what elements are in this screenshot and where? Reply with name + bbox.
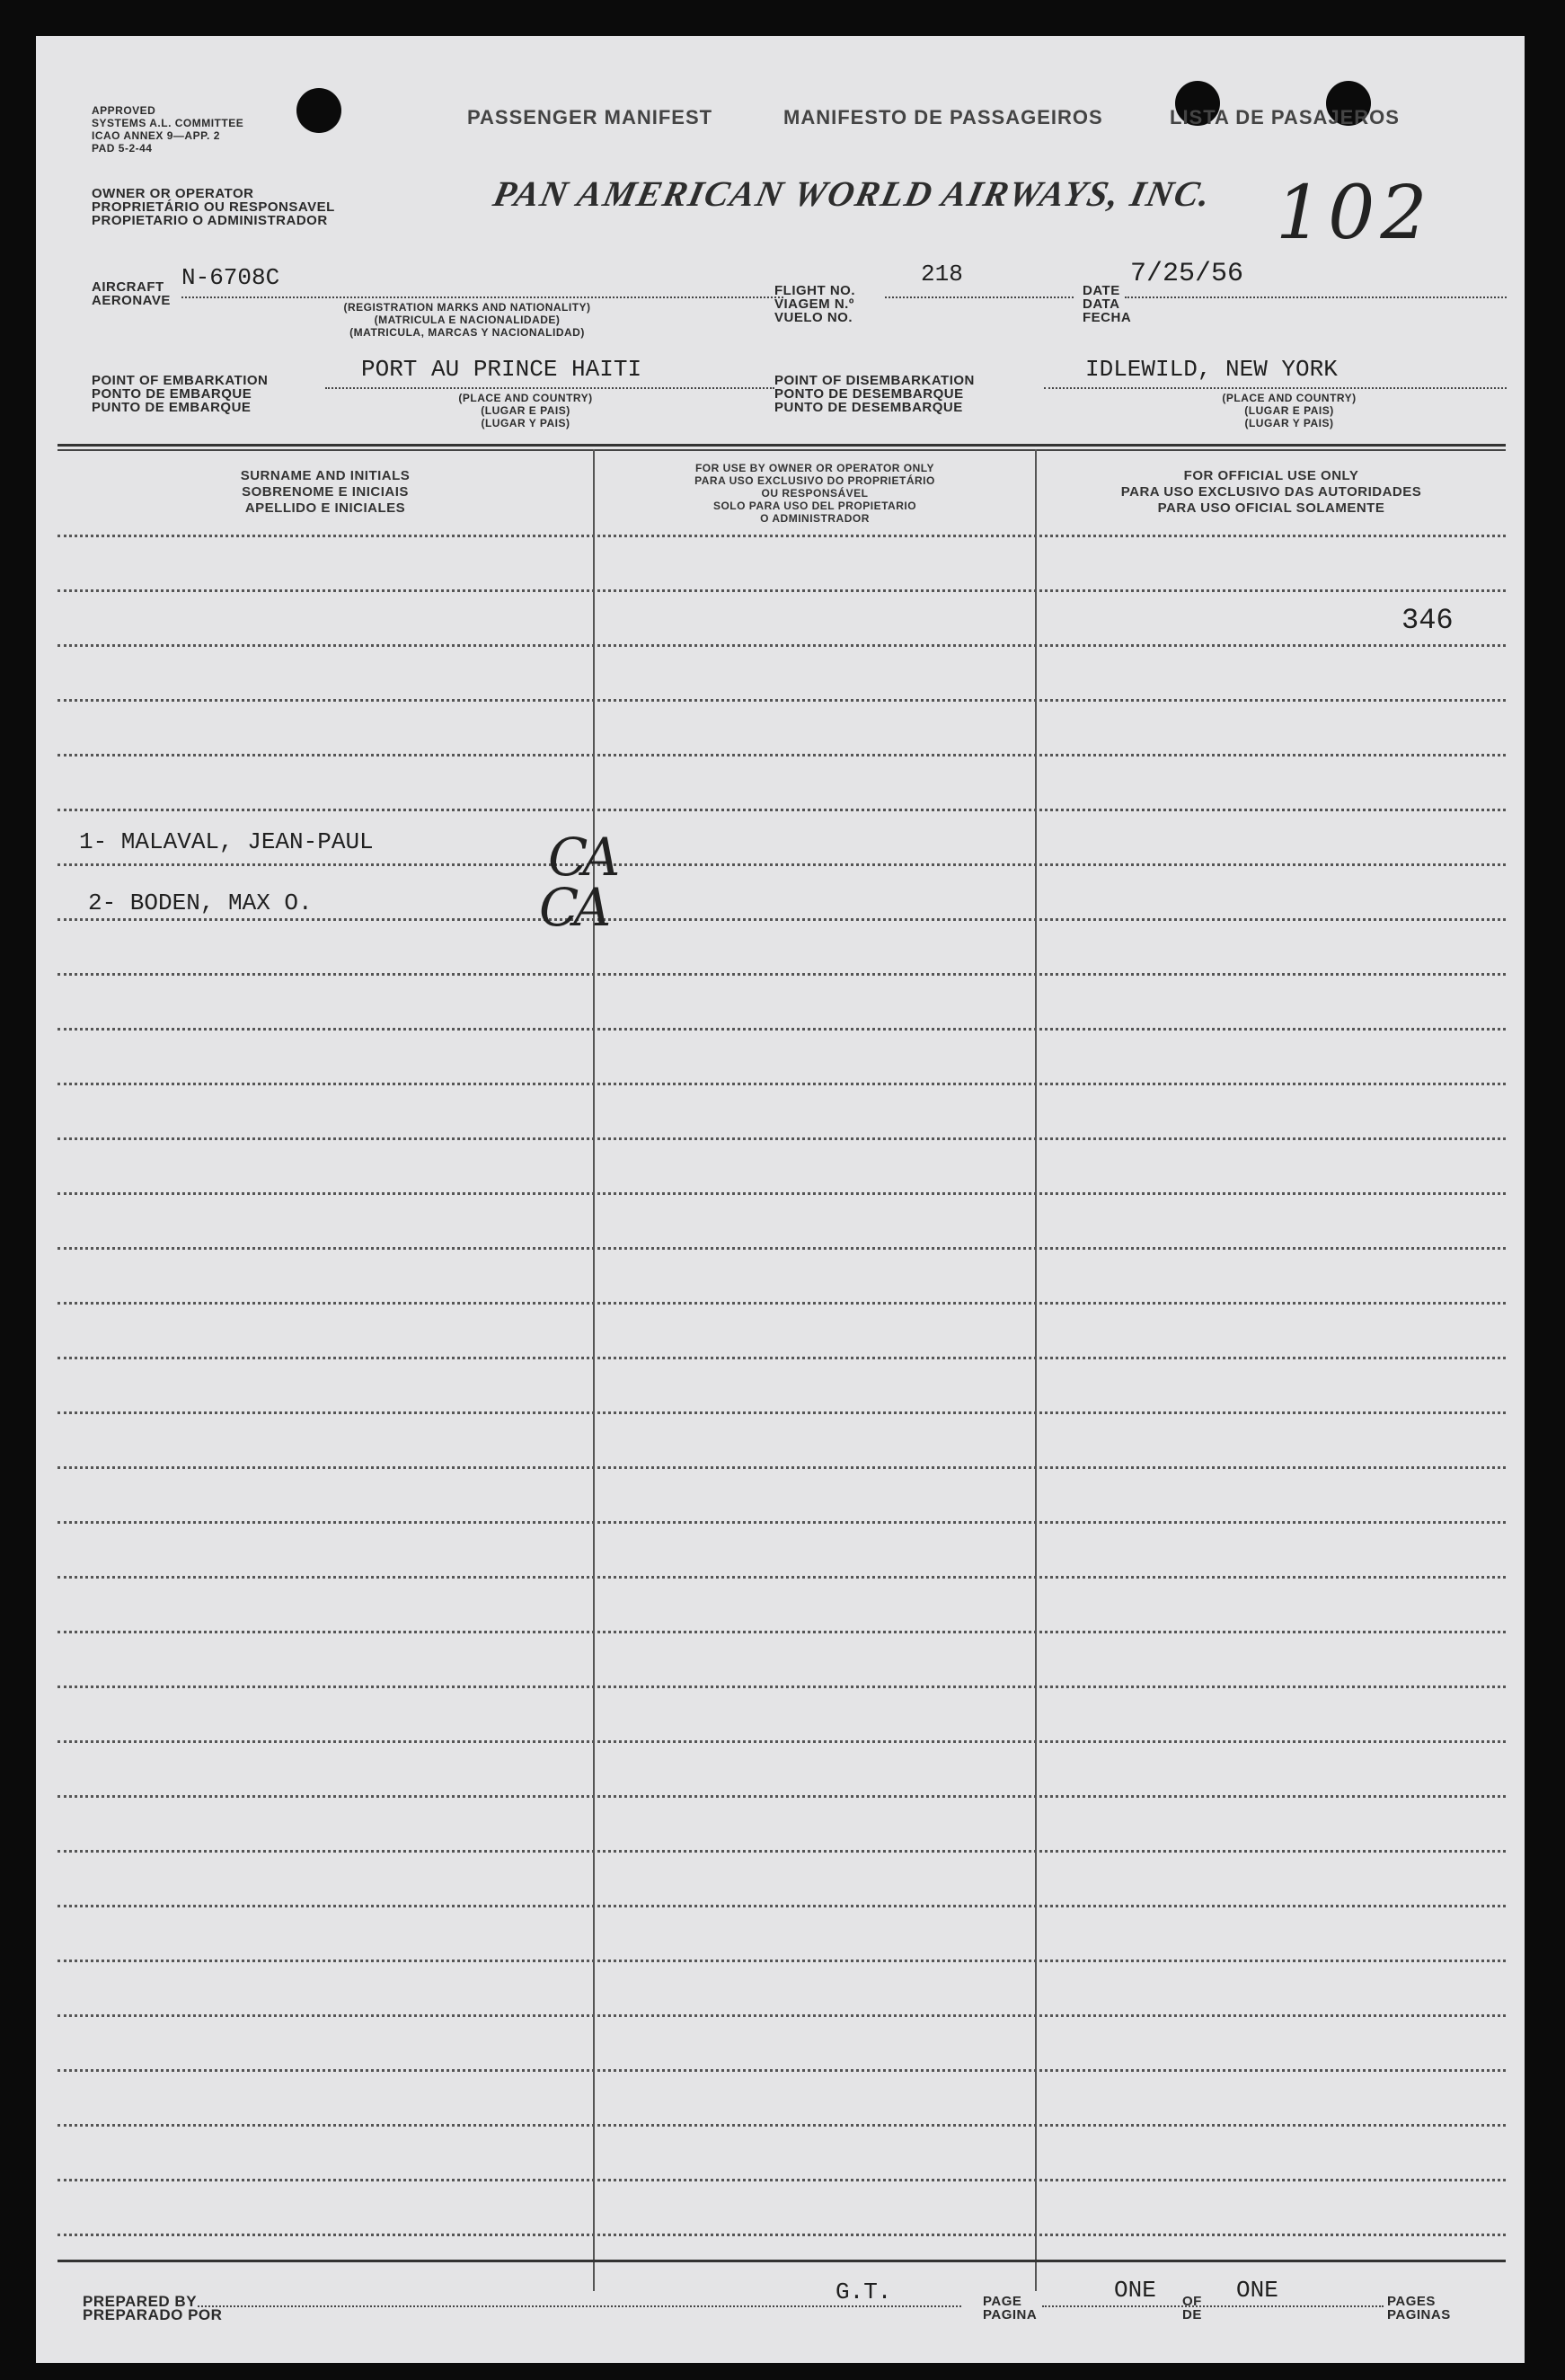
column-header-line: SOLO PARA USO DEL PROPIETARIO <box>712 500 917 512</box>
prepared-label-line: PREPARED BY <box>83 2293 198 2310</box>
approval-line: ICAO ANNEX 9—APP. 2 <box>92 129 220 142</box>
row-rule <box>57 1137 1506 1140</box>
place-sub-line: (PLACE AND COUNTRY) <box>1222 392 1357 404</box>
row-rule <box>57 754 1506 756</box>
title-portuguese: MANIFESTO DE PASSAGEIROS <box>783 106 1103 128</box>
row-rule <box>57 973 1506 976</box>
row-rule <box>57 1795 1506 1798</box>
row-rule <box>57 1083 1506 1085</box>
pages-label-line: PAGES <box>1387 2294 1436 2309</box>
table-bottom-border <box>57 2260 1506 2262</box>
row-rule <box>57 1192 1506 1195</box>
place-sub-line: (PLACE AND COUNTRY) <box>458 392 593 404</box>
column-header-operator <box>595 462 1035 525</box>
pages-label <box>1387 2295 1451 2322</box>
aircraft-label <box>92 280 171 307</box>
aircraft-sub-line: (MATRICULA, MARCAS Y NACIONALIDAD) <box>349 326 585 339</box>
flight-label-line: VUELO NO. <box>774 310 853 325</box>
row-rule <box>57 863 1506 866</box>
aircraft-value: N-6708C <box>181 264 280 291</box>
table-top-border <box>57 444 1506 447</box>
date-label-line: DATE <box>1083 283 1120 298</box>
prepared-by-line <box>198 2305 961 2307</box>
official-number: 346 <box>1401 604 1454 637</box>
flight-label <box>774 284 855 324</box>
disembarkation-label <box>774 374 975 414</box>
column-header-line: SOBRENOME E INICIAIS <box>242 484 409 500</box>
row-rule <box>57 1247 1506 1250</box>
row-rule <box>57 1521 1506 1524</box>
approval-line: PAD 5-2-44 <box>92 142 153 155</box>
embarkation-line <box>325 387 774 389</box>
row-rule <box>57 1357 1506 1359</box>
row-rule <box>57 2069 1506 2072</box>
aircraft-sub-line: (MATRICULA E NACIONALIDADE) <box>374 314 561 326</box>
of-label-line: OF <box>1182 2294 1202 2309</box>
approval-block <box>92 104 243 155</box>
handwritten-annotation: 102 <box>1276 171 1433 256</box>
clearance-mark: CA <box>539 877 606 938</box>
manifest-sheet <box>36 36 1525 2363</box>
title-spanish: LISTA DE PASAJEROS <box>1170 106 1400 128</box>
date-label <box>1083 284 1131 324</box>
pages-value: ONE <box>1236 2277 1278 2304</box>
row-rule <box>57 809 1506 811</box>
column-header-official <box>1037 468 1506 517</box>
prepared-label-line: PREPARADO POR <box>83 2306 223 2323</box>
aircraft-sub-line: (REGISTRATION MARKS AND NATIONALITY) <box>343 301 591 314</box>
flight-label-line: FLIGHT NO. <box>774 283 855 298</box>
column-header-line: SURNAME AND INITIALS <box>240 468 411 483</box>
row-rule <box>57 2014 1506 2017</box>
prepared-by-value: G.T. <box>836 2278 892 2305</box>
date-label-line: DATA <box>1083 296 1120 312</box>
prepared-by-label <box>83 2295 222 2322</box>
place-sub-line: (LUGAR Y PAIS) <box>481 417 570 429</box>
page-label-line: PAGE <box>983 2294 1022 2309</box>
flight-label-line: VIAGEM N.º <box>774 296 854 312</box>
passenger-entry: 2- BODEN, MAX O. <box>88 889 313 916</box>
column-header-line: PARA USO EXCLUSIVO DAS AUTORIDADES <box>1120 484 1422 500</box>
row-rule <box>57 1466 1506 1469</box>
title-english: PASSENGER MANIFEST <box>467 106 713 128</box>
passenger-entry: 1- MALAVAL, JEAN-PAUL <box>79 828 374 855</box>
row-rule <box>57 1740 1506 1743</box>
page-line <box>1042 2305 1384 2307</box>
row-rule <box>57 535 1506 537</box>
embarkation-label-line: PUNTO DE EMBARQUE <box>92 400 252 415</box>
disembarkation-label-line: POINT OF DISEMBARKATION <box>774 373 975 388</box>
disembarkation-sub <box>1177 392 1401 429</box>
punch-hole <box>296 88 341 133</box>
row-rule <box>57 644 1506 647</box>
date-value: 7/25/56 <box>1130 259 1244 289</box>
row-rule <box>57 589 1506 592</box>
row-rule <box>57 2124 1506 2127</box>
date-label-line: FECHA <box>1083 310 1132 325</box>
aircraft-line <box>181 296 783 298</box>
table-top-border <box>57 449 1506 451</box>
row-rule <box>57 1631 1506 1633</box>
page-value: ONE <box>1114 2277 1156 2304</box>
owner-label-line: PROPIETARIO O ADMINISTRADOR <box>92 213 328 228</box>
disembarkation-label-line: PUNTO DE DESEMBARQUE <box>774 400 963 415</box>
embarkation-label <box>92 374 268 414</box>
row-rule <box>57 918 1506 921</box>
aircraft-label-line: AERONAVE <box>92 293 171 308</box>
column-header-line: FOR USE BY OWNER OR OPERATOR ONLY <box>694 462 935 474</box>
page-label-line: PAGINA <box>983 2307 1038 2322</box>
row-rule <box>57 1576 1506 1579</box>
disembarkation-value: IDLEWILD, NEW YORK <box>1085 356 1338 383</box>
row-rule <box>57 699 1506 702</box>
aircraft-sub <box>296 301 638 339</box>
approval-line: SYSTEMS A.L. COMMITTEE <box>92 117 244 129</box>
column-header-line: O ADMINISTRADOR <box>760 512 870 525</box>
row-rule <box>57 1685 1506 1688</box>
embarkation-label-line: PONTO DE EMBARQUE <box>92 386 252 402</box>
row-rule <box>57 1905 1506 1907</box>
column-header-surname <box>57 468 593 517</box>
row-rule <box>57 2179 1506 2181</box>
column-header-line: APELLIDO E INICIALES <box>244 500 406 516</box>
date-line <box>1125 296 1507 298</box>
owner-label-line: PROPRIETÁRIO OU RESPONSAVEL <box>92 199 335 215</box>
row-rule <box>57 1302 1506 1305</box>
flight-line <box>885 296 1074 298</box>
of-label-line: DE <box>1182 2307 1202 2322</box>
column-header-line: FOR OFFICIAL USE ONLY <box>1183 468 1359 483</box>
row-rule <box>57 1028 1506 1031</box>
owner-label-line: OWNER OR OPERATOR <box>92 186 254 201</box>
embarkation-label-line: POINT OF EMBARKATION <box>92 373 269 388</box>
disembarkation-line <box>1044 387 1507 389</box>
row-rule <box>57 1411 1506 1414</box>
pages-label-line: PAGINAS <box>1387 2307 1451 2322</box>
aircraft-label-line: AIRCRAFT <box>92 279 164 295</box>
flight-number: 218 <box>921 261 963 288</box>
embarkation-value: PORT AU PRINCE HAITI <box>361 356 642 383</box>
column-header-line: OU RESPONSÁVEL <box>761 487 869 500</box>
row-rule <box>57 1960 1506 1962</box>
owner-label <box>92 187 335 227</box>
clearance-mark: CA <box>548 827 615 888</box>
place-sub-line: (LUGAR Y PAIS) <box>1244 417 1334 429</box>
place-sub-line: (LUGAR E PAIS) <box>1244 404 1334 417</box>
row-rule <box>57 2234 1506 2236</box>
approval-line: APPROVED <box>92 104 156 117</box>
carrier-name: PAN AMERICAN WORLD AIRWAYS, INC. <box>490 173 1216 214</box>
column-header-line: PARA USO OFICIAL SOLAMENTE <box>1157 500 1385 516</box>
embarkation-sub <box>413 392 638 429</box>
disembarkation-label-line: PONTO DE DESEMBARQUE <box>774 386 964 402</box>
place-sub-line: (LUGAR E PAIS) <box>481 404 570 417</box>
page-label <box>983 2295 1037 2322</box>
column-header-line: PARA USO EXCLUSIVO DO PROPRIETÁRIO <box>694 474 935 487</box>
of-label <box>1182 2295 1202 2322</box>
row-rule <box>57 1850 1506 1853</box>
